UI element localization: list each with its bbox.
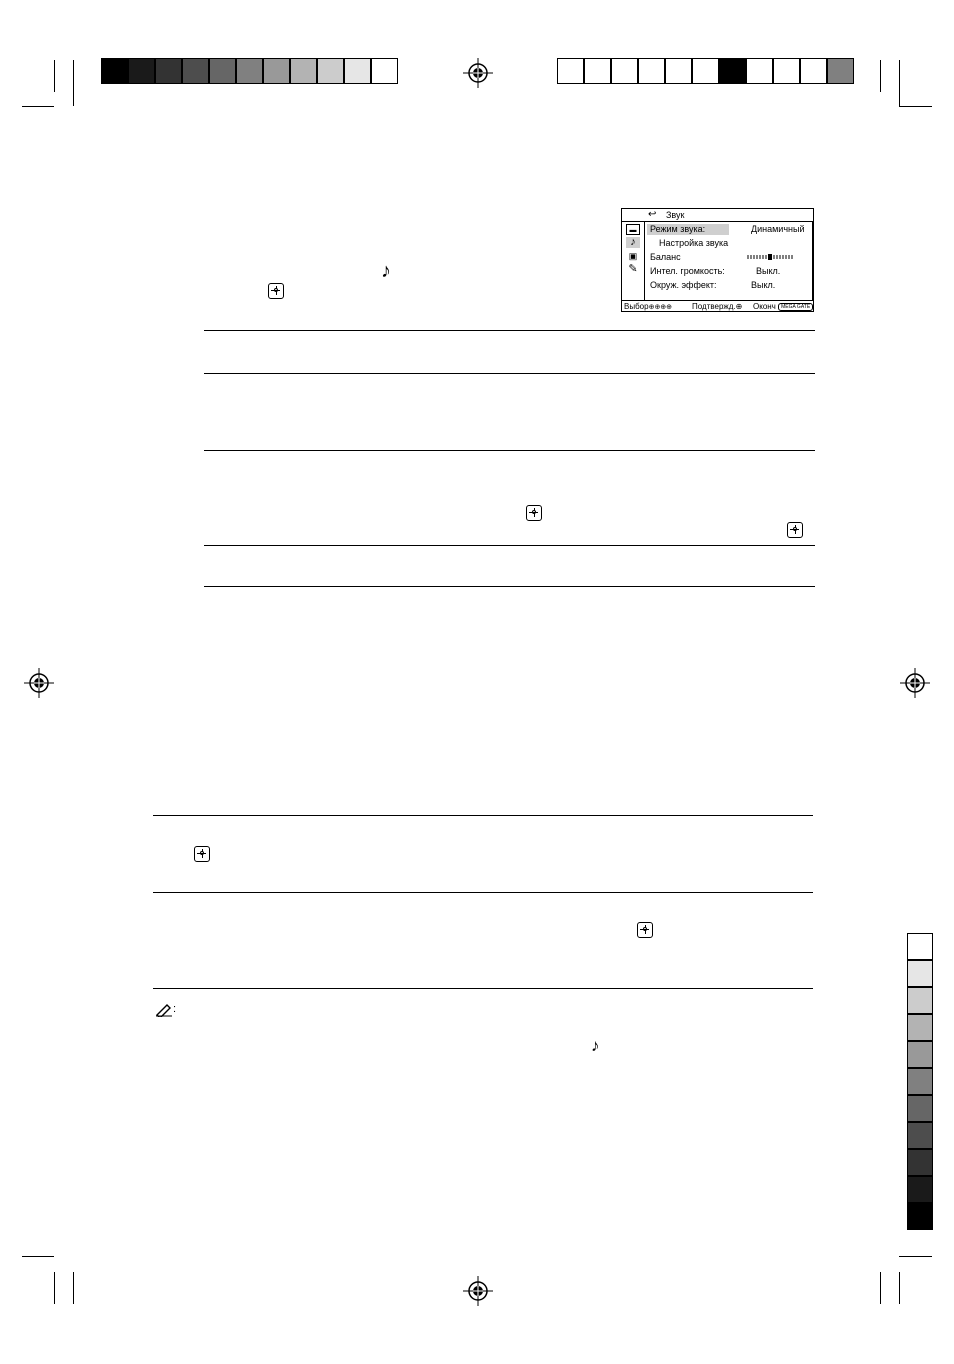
color-swatch	[584, 58, 611, 84]
menu-footer	[622, 300, 813, 312]
ok-button-icon	[787, 522, 803, 538]
menu-value-intelligent-volume: Выкл.	[756, 266, 781, 276]
menu-row-balance[interactable]: Баланс	[650, 252, 681, 262]
picture-icon: ▬	[626, 224, 640, 235]
menu-side-icons	[622, 222, 645, 300]
music-note-icon: ♪	[626, 237, 640, 248]
note-marker: :	[173, 1003, 177, 1015]
pencil-note-icon	[155, 1003, 173, 1017]
color-swatch	[371, 58, 398, 84]
menu-row-sound-mode[interactable]: Режим звука:	[650, 224, 706, 234]
menu-shadow	[812, 222, 814, 300]
color-swatch	[209, 58, 236, 84]
color-swatch	[317, 58, 344, 84]
color-swatch	[344, 58, 371, 84]
ok-button-icon	[268, 283, 284, 299]
color-swatch	[236, 58, 263, 84]
color-swatch	[101, 58, 128, 84]
color-swatch	[263, 58, 290, 84]
menu-row-sound-settings[interactable]: Настройка звука	[659, 238, 729, 248]
music-note-icon: ♪	[591, 1036, 600, 1055]
menu-value-surround: Выкл.	[751, 280, 776, 290]
arrow-keys-icon: ⊕⊕⊕⊕	[648, 304, 673, 311]
footer-exit: Оконч MEGA GATE	[753, 302, 813, 311]
color-swatch	[290, 58, 317, 84]
mega-gate-button: MEGA GATE	[778, 303, 813, 311]
color-swatch	[827, 58, 854, 84]
ok-button-icon	[637, 922, 653, 938]
color-swatch	[638, 58, 665, 84]
color-swatch	[557, 58, 584, 84]
color-swatch	[907, 1014, 933, 1041]
registration-mark-icon	[463, 1276, 493, 1306]
color-swatch	[128, 58, 155, 84]
registration-mark-icon	[463, 58, 493, 88]
sound-menu-screen	[621, 208, 814, 312]
ok-button-icon	[526, 505, 542, 521]
color-swatch	[907, 1203, 933, 1230]
color-swatch	[907, 987, 933, 1014]
return-arrow-icon: ↩	[648, 209, 657, 220]
balance-slider	[747, 254, 793, 260]
footer-confirm: Подтвержд.⊕	[692, 302, 743, 311]
footer-select: Выбор⊕⊕⊕⊕	[624, 302, 673, 311]
menu-title-bar	[622, 209, 813, 222]
registration-mark-icon	[900, 668, 930, 698]
ok-button-icon	[194, 846, 210, 862]
color-swatch	[800, 58, 827, 84]
registration-mark-icon	[24, 668, 54, 698]
wrench-icon: ✎	[628, 263, 638, 275]
features-icon: ▣	[628, 251, 638, 261]
ok-button-icon: ⊕	[735, 302, 743, 311]
color-swatch	[907, 1122, 933, 1149]
color-swatch	[907, 960, 933, 987]
color-swatch	[907, 1095, 933, 1122]
menu-value-sound-mode: Динамичный	[751, 224, 805, 234]
color-swatch	[907, 1068, 933, 1095]
color-swatch	[773, 58, 800, 84]
color-swatch	[907, 933, 933, 960]
color-swatch	[692, 58, 719, 84]
menu-row-surround[interactable]: Окруж. эффект:	[650, 280, 717, 290]
color-swatch	[665, 58, 692, 84]
color-swatch	[155, 58, 182, 84]
menu-row-intelligent-volume[interactable]: Интел. громкость:	[650, 266, 725, 276]
color-swatch	[907, 1149, 933, 1176]
music-note-icon: ♪	[381, 260, 391, 282]
menu-title: Звук	[666, 210, 685, 220]
color-swatch	[746, 58, 773, 84]
color-swatch	[182, 58, 209, 84]
color-swatch	[611, 58, 638, 84]
color-swatch	[907, 1176, 933, 1203]
color-swatch	[907, 1041, 933, 1068]
color-swatch	[719, 58, 746, 84]
